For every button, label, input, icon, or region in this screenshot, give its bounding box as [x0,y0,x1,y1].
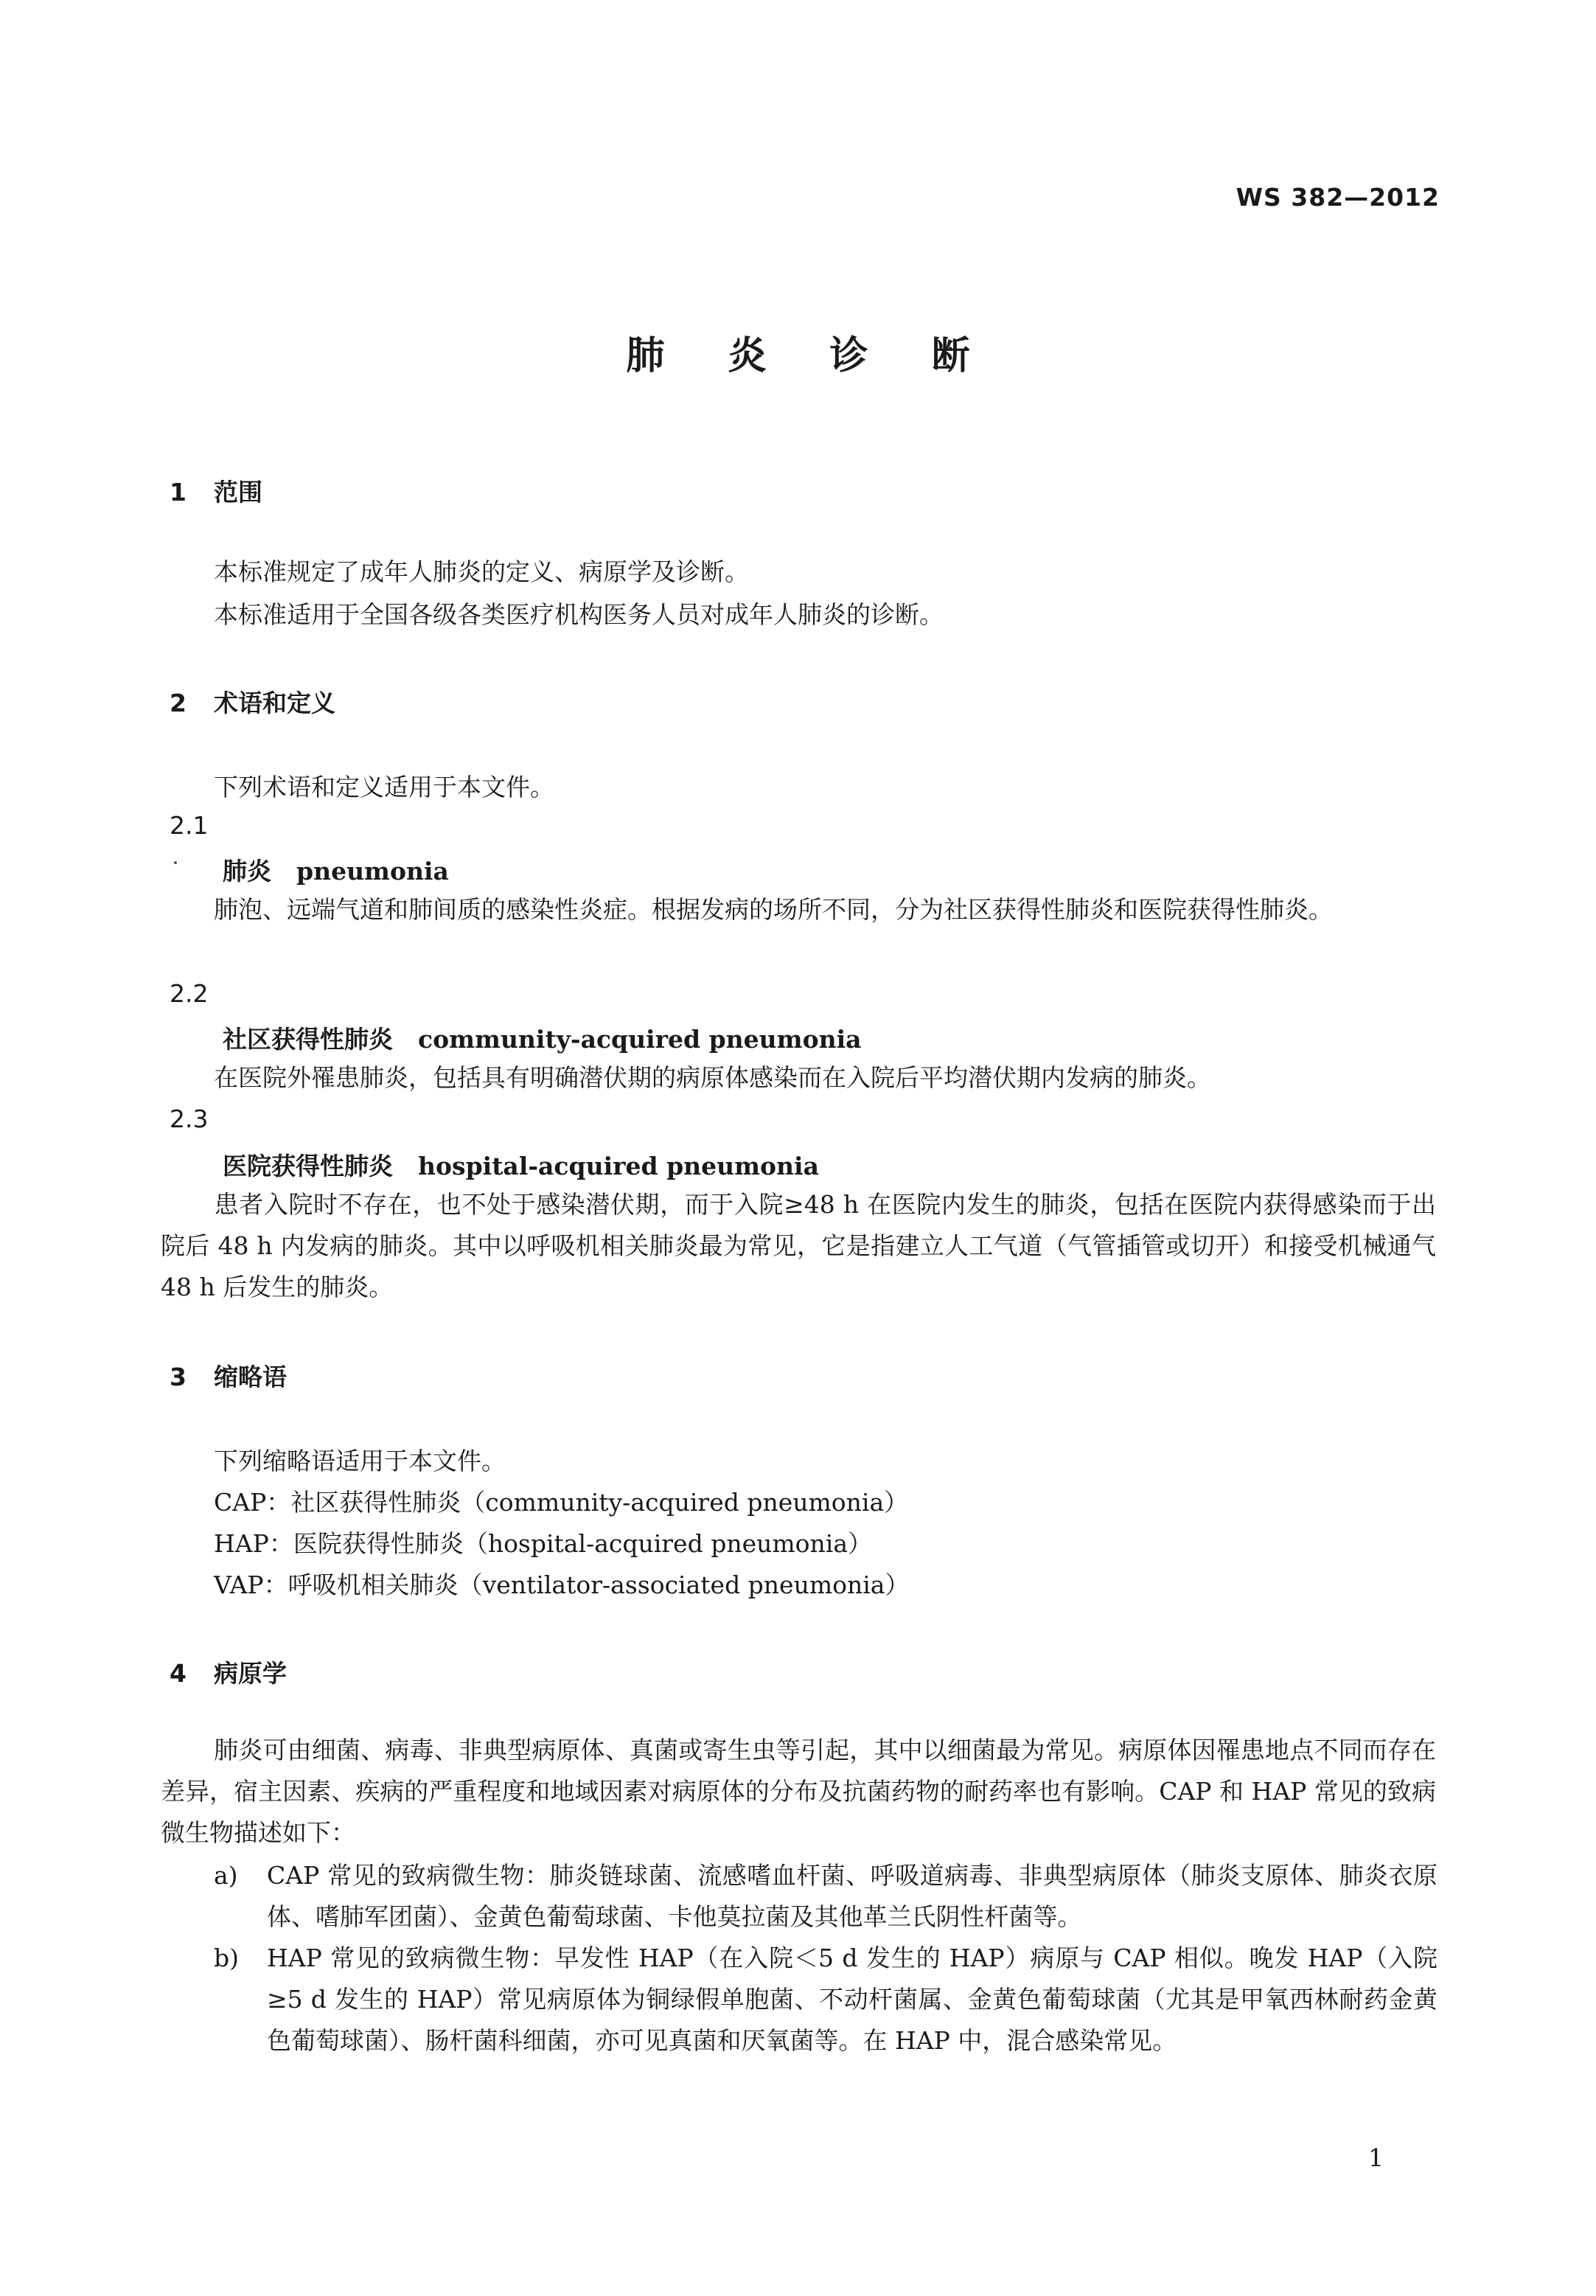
section-title: 术语和定义 [214,689,335,717]
term-heading [223,852,449,887]
standard-code: WS 382—2012 [1236,183,1440,212]
term-en: pneumonia [296,857,449,886]
term-heading [223,1020,862,1055]
term-en: community-acquired pneumonia [418,1025,862,1054]
term-definition: 肺泡、远端气道和肺间质的感染性炎症。根据发病的场所不同，分为社区获得性肺炎和医院获得性肺炎。 [214,895,1333,924]
list-item-text: HAP 常见的致病微生物：早发性 HAP（在入院＜5 d 发生的 HAP）病原与 CAP 相似。晚发 HAP（入院≥5 d 发生的 HAP）常见病原体为铜绿假单胞菌、不动杆菌属、金黄色葡萄球菌（尤其是甲氧西林耐药金黄色葡萄球菌）、肠杆菌科细菌，亦可见真菌和厌氧菌等。在 HAP 中，混合感染常见。 [267,1944,1438,2055]
abbreviation-item: HAP：医院获得性肺炎（hospital-acquired pneumonia） [214,1529,872,1558]
paragraph: 下列术语和定义适用于本文件。 [214,773,554,801]
term-en: hospital-acquired pneumonia [418,1152,819,1180]
abbreviation-item: CAP：社区获得性肺炎（community-acquired pneumonia） [214,1488,909,1517]
section-2-heading [170,684,335,719]
section-title: 病原学 [214,1659,287,1688]
section-number: 3 [170,1363,187,1391]
paragraph: 下列缩略语适用于本文件。 [214,1447,506,1475]
paragraph: 本标准规定了成年人肺炎的定义、病原学及诊断。 [214,557,749,586]
section-3-heading [170,1358,287,1393]
list-item-a [214,1855,1438,1938]
term-definition: 患者入院时不存在，也不处于感染潜伏期，而于入院≥48 h 在医院内发生的肺炎，包括在医院内获得感染而于出院后 48 h 内发病的肺炎。其中以呼吸机相关肺炎最为常见，它是指建立人工气道（气管插管或切开）和接受机械通气 48 h 后发生的肺炎。 [161,1190,1436,1301]
list-marker: a) [214,1861,238,1890]
page-number: 1 [1368,2143,1384,2172]
section-number: 2 [170,689,187,717]
section-number: 1 [170,478,187,507]
clause-number: 2.2 [170,979,209,1008]
clause-number: 2.3 [170,1104,209,1133]
abbreviation-item: VAP：呼吸机相关肺炎（ventilator-associated pneumonia） [214,1570,910,1599]
term-heading [223,1147,819,1182]
scan-speck [174,861,177,864]
term-definition: 在医院外罹患肺炎，包括具有明确潜伏期的病原体感染而在入院后平均潜伏期内发病的肺炎。 [214,1063,1211,1092]
term-zh: 肺炎 [223,857,271,886]
document-title: 肺 炎 诊 断 [626,334,995,378]
list-item-text: CAP 常见的致病微生物：肺炎链球菌、流感嗜血杆菌、呼吸道病毒、非典型病原体（肺炎支原体、肺炎衣原体、嗜肺军团菌）、金黄色葡萄球菌、卡他莫拉菌及其他革兰氏阴性杆菌等。 [267,1861,1438,1931]
section-title: 范围 [214,478,262,507]
list-item-b [214,1938,1438,2062]
section-1-heading [170,473,262,508]
clause-number: 2.1 [170,811,209,840]
paragraph: 本标准适用于全国各级各类医疗机构医务人员对成年人肺炎的诊断。 [214,600,944,629]
paragraph: 肺炎可由细菌、病毒、非典型病原体、真菌或寄生虫等引起，其中以细菌最为常见。病原体因罹患地点不同而存在差异，宿主因素、疾病的严重程度和地域因素对病原体的分布及抗菌药物的耐药率也有影响。CAP 和 HAP 常见的致病微生物描述如下： [161,1736,1436,1847]
term-zh: 社区获得性肺炎 [223,1025,393,1054]
list-marker: b) [214,1944,239,1972]
section-4-heading [170,1655,287,1689]
section-title: 缩略语 [214,1363,287,1391]
term-zh: 医院获得性肺炎 [223,1152,393,1180]
section-number: 4 [170,1659,187,1688]
